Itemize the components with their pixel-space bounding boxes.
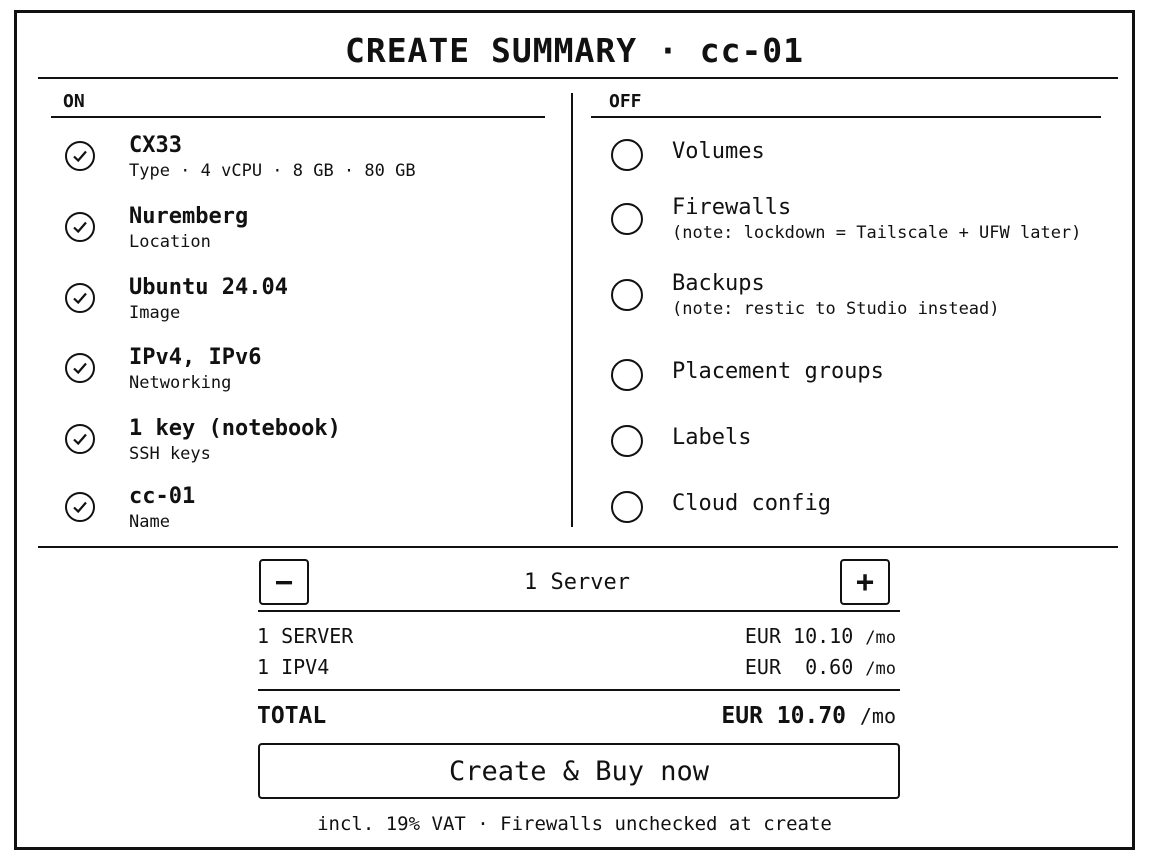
- on-item-label: Location: [129, 232, 211, 252]
- radio-empty-icon[interactable]: [611, 279, 643, 311]
- vat-footnote: incl. 19% VAT · Firewalls unchecked at create: [317, 813, 832, 835]
- on-item-value: Nuremberg: [129, 204, 249, 229]
- price-amount: EUR 10.10: [744, 624, 854, 648]
- total-unit: /mo: [859, 704, 896, 728]
- total-amount: [721, 703, 896, 729]
- on-column-heading: ON: [63, 91, 85, 112]
- section-divider: [38, 546, 1118, 548]
- price-line-label: 1 IPV4: [257, 655, 330, 679]
- total-label: TOTAL: [257, 703, 327, 729]
- price-unit: /mo: [865, 628, 896, 648]
- on-heading-divider: [51, 116, 545, 118]
- page-title: CREATE SUMMARY · cc-01: [344, 31, 805, 70]
- price-amount: EUR 0.60: [744, 655, 854, 679]
- on-item-label: Image: [129, 303, 181, 323]
- off-item-label: Cloud config: [672, 491, 831, 516]
- server-quantity: 1 Server: [524, 570, 630, 595]
- off-heading-divider: [591, 116, 1101, 118]
- on-item-label: Name: [129, 512, 170, 532]
- on-item-value: IPv4, IPv6: [129, 345, 262, 370]
- on-item-label: Type · 4 vCPU · 8 GB · 80 GB: [129, 161, 416, 181]
- on-item-value: CX33: [129, 133, 182, 158]
- summary-panel: [14, 10, 1135, 850]
- check-circle-icon: [65, 283, 95, 313]
- increment-server-button[interactable]: +: [840, 559, 890, 605]
- radio-empty-icon[interactable]: [611, 359, 643, 391]
- on-item-value: cc-01: [129, 484, 196, 509]
- off-item-label: Placement groups: [672, 359, 884, 384]
- off-item-label: Backups: [672, 271, 765, 296]
- radio-empty-icon[interactable]: [611, 491, 643, 523]
- off-column-heading: OFF: [609, 91, 642, 112]
- check-circle-icon: [65, 492, 95, 522]
- title-divider: [38, 77, 1118, 79]
- check-circle-icon: [65, 141, 95, 171]
- price-unit: /mo: [865, 659, 896, 679]
- total-divider: [258, 689, 900, 691]
- on-item-label: Networking: [129, 373, 232, 393]
- radio-empty-icon[interactable]: [611, 139, 643, 171]
- off-item-label: Labels: [672, 425, 752, 450]
- price-line-amount: [745, 655, 896, 679]
- check-circle-icon: [65, 424, 95, 454]
- create-buy-button[interactable]: Create & Buy now: [258, 743, 900, 799]
- off-item-note: (note: lockdown = Tailscale + UFW later): [672, 223, 1082, 243]
- check-circle-icon: [65, 212, 95, 242]
- on-item-value: Ubuntu 24.04: [129, 275, 288, 300]
- on-item-label: SSH keys: [129, 444, 211, 464]
- off-item-label: Firewalls: [672, 195, 792, 220]
- on-item-value: 1 key (notebook): [129, 416, 341, 441]
- check-circle-icon: [65, 353, 95, 383]
- decrement-server-button[interactable]: −: [259, 559, 309, 605]
- total-value: EUR 10.70: [721, 703, 847, 729]
- stepper-divider: [258, 610, 900, 612]
- price-line-amount: [745, 624, 896, 648]
- price-line-label: 1 SERVER: [257, 624, 354, 648]
- off-item-label: Volumes: [672, 139, 765, 164]
- column-divider: [571, 93, 573, 527]
- radio-empty-icon[interactable]: [611, 203, 643, 235]
- radio-empty-icon[interactable]: [611, 425, 643, 457]
- off-item-note: (note: restic to Studio instead): [672, 299, 1000, 319]
